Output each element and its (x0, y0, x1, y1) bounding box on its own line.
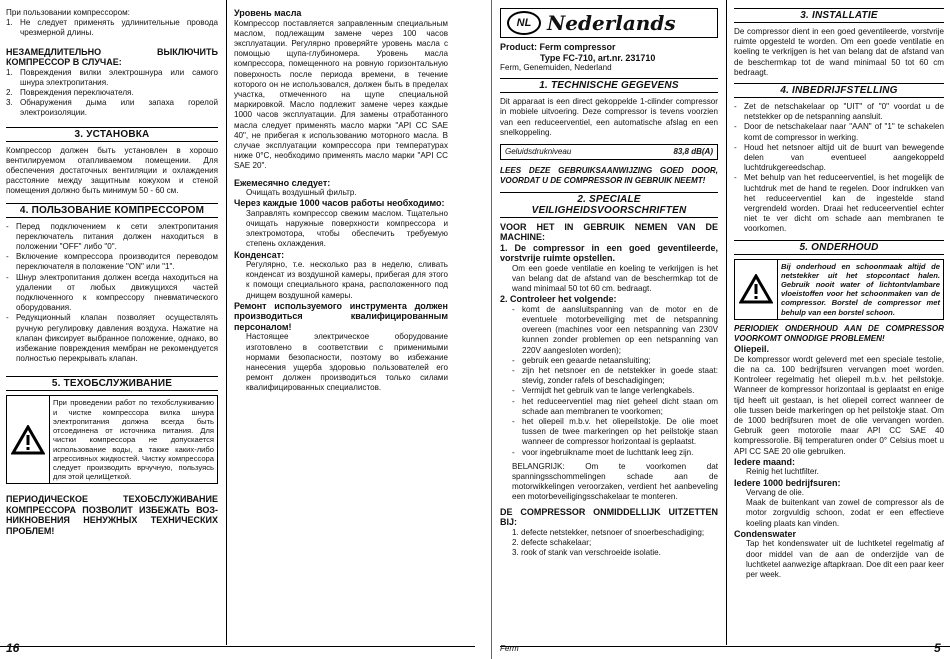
footer-brand: Ferm (500, 644, 519, 653)
nl-oil-text: De kompressor wordt geleverd met een speciale testolie, die na ca. 100 bedrijfsuren vervangen moet worden. Kontroleer regelmatig het oliepeil m.b.v. het peilstokje. Wanneer de kompressor horizontaal is geplaatst en enige tijd heeft uit gestaan, is het oliepeil correct wanneer de olie tussen beide markeringen op het peilstokje staat. Om de 1000 bedrijfsuren moet de olie vervangen worden. Gebruik geen motorolie maar API CC SAE 40 kompressorolie. Bij temperaturen onder 0° Celsius moet u API CC SAE 20 olie gebruiken. (734, 354, 944, 456)
ru-sec4-item: - Редукционный клапан позволяет осуществлять ручную регулировку давления воздуха. Нажатие на клапан фиксирует выбранное положение, однако, во избежание повреждения мембран не рекомендуется полностью перекрывать клапан. (6, 313, 218, 364)
list-item: - het oliepeil m.b.v. het oliepeilstokje. De olie moet tussen de twee markeringen op het peilstokje staan wanneer de compressor horizontaal is geplaatst. (512, 416, 718, 447)
footer-rule-left (0, 646, 475, 647)
nl-important: BELANGRIJK: Om te voorkomen dat spanningsschommelingen schade aan de motorwikkelingen veroorzaken, verdient het aanbeveling een motorbeveiligingsschakelaar te monteren. (512, 461, 718, 502)
ru-urgent-item: 3. Обнаружения дыма или запаха горелой электроизоляции. (6, 98, 218, 118)
nl-read-first: LEES DEZE GEBRUIKSAANWIJZING GOED DOOR, VOORDAT U DE COMPRESSOR IN GEBRUIK NEEMT! (500, 166, 718, 186)
ru-sec3-text: Компрессор должен быть установлен в хорошо вентилируемом отапливаемом помещении. Для обеспечения достаточных вентиляции и охлаждения расстояние между защитным кожухом и стеной помещения должно быть минимум 50 - 60 см. (6, 145, 218, 196)
nl-hours-text-1: Vervang de olie. (746, 488, 805, 498)
ru-sec4-title: 4. ПОЛЬЗОВАНИЕ КОМПРЕССОРОМ (6, 203, 218, 218)
warning-icon (735, 260, 778, 319)
nl-month-text: Reinig het luchtfilter. (746, 467, 819, 477)
list-item: - Houd het netsnoer altijd uit de buurt van bewegende delen van eventueel aangekoppeld luchtdrukgereedschap. (734, 142, 944, 173)
nl-product: Product: Ferm compressor (500, 42, 616, 52)
ru-oil-text: Компрессор поставляется заправленным специальным маслом, подлежащим замене через 100 часов эксплуатации. Регулярно проверяйте уровень масла с помощью щупа-глубиномера. Уровень масла компрессора, помещенного на ровную горизонтальную поверхность после периода времени, в течение которого он не использовался, должен быть в пределах участка, отмеченного на щупе специальной маркировкой. Масло подлежит замене через каждые 1000 часов эксплуатации. Для замены отработанного масла следует применять масло марки "API CC SAE 40", не прибегая к использованию моторного масла. В случае эксплуатации компрессора при температурах ниже 0°С, необходимо применять масло марки "API CC SAE 20". (234, 18, 448, 171)
nl-item2-list (500, 305, 718, 458)
ru-monthly-heading: Ежемесячно следует: (234, 177, 331, 188)
spec-label: Geluidsdrukniveau (505, 147, 572, 157)
ru-urgent-item: 2. Повреждения переключателя. (6, 88, 134, 98)
ru-sec4-item: - Перед подключением к сети электропитания переключатель питания должен находиться в положении "OFF" либо "0". (6, 221, 218, 252)
ru-monthly-text: Очищать воздушный фильтр. (246, 188, 357, 198)
nl-sec5-title: 5. ONDERHOUD (734, 240, 944, 255)
ru-urgent-heading: НЕЗАМЕДЛИТЕЛЬНО ВЫКЛЮЧИТЬ КОМПРЕССОР В СЛУЧАЕ: (6, 46, 218, 68)
nl-maker: Ferm, Genemuiden, Nederland (500, 63, 612, 72)
nl-cond-head: Condenswater (734, 528, 797, 539)
ru-1000-text: Заправлять компрессор свежим маслом. Тщательно очищать наружные поверхности компрессора и электромотора, чтобы обеспечить требуемую степень охлаждения. (246, 208, 448, 249)
ru-1000-heading: Через каждые 1000 часов работы необходимо: (234, 198, 445, 209)
nl-stop-item: 2. defecte schakelaar; (512, 537, 592, 547)
nl-warning-text: Bij onderhoud en schoonmaak altijd de netstekker uit het stopcontact halen. Gebruik nooit water of lichtontvlambare vloeistoffen voor het schoonmaken van de compressor. Borstel de compressor met behulp van een borstel schoon. (781, 261, 940, 317)
nl-column-2 (734, 8, 944, 580)
nl-item2-head: 2. Controleer het volgende: (500, 294, 617, 305)
ru-intro: При пользовании компрессором: (6, 8, 130, 17)
page-number-left: 16 (6, 641, 20, 655)
list-item: - komt de aansluitspanning van de motor en de eventuele motorbeveiliging met de netspanning overeen (machines voor een netspanning van 230V kunnen zonder problemen op een netspanning van 220V aangesloten worden); (512, 304, 718, 355)
nl-before-use: VOOR HET IN GEBRUIK NEMEN VAN DE MACHINE: (500, 221, 718, 243)
nl-badge: NL (507, 11, 541, 35)
nl-cond-text: Tap het kondenswater uit de luchtketel regelmatig af door middel van de aan de onderzijde van de luchtketel aanwezige aftapkraan. Doe dit een paar keer per week. (746, 539, 944, 579)
nl-periodic: PERIODIEK ONDERHOUD AAN DE COMPRESSOR VOORKOMT ONNODIGE PROBLEMEN! (734, 323, 944, 344)
ru-condensate-text: Регулярно, т.е. несколько раз в неделю, сливать конденсат из воздушной камеры, прибегая для этого к помощи специального крана, расположенного под днищем воздушной камеры. (246, 260, 448, 300)
nl-month-head: Iedere maand: (734, 456, 796, 467)
ru-periodic-heading: ПЕРИОДИЧЕСКОЕ ТЕХОБСЛУЖИВАНИЕ КОМПРЕССОРА ПОЗВОЛИТ ИЗБЕЖАТЬ ВОЗ- НИКНОВЕНИЯ НЕНУЖНЫХ ТЕХНИЧЕСКИХ ПРОБЛЕМ! (6, 494, 218, 536)
list-item: - zijn het netsnoer en de netstekker in goede staat: stevig, zonder rafels of beschadigingen; (512, 365, 718, 386)
page-fold (491, 0, 492, 659)
ru-repair-text: Настоящее электрическое оборудование изготовлено в соответствии с применимыми нормами безопасности, поэтому во избежание нанесения ущерба здоровью пользователей его ремонт должен производиться только силами квалифицированных специалистов. (246, 332, 448, 393)
list-item: - Met behulp van het reduceerventiel, is het mogelijk de luchtdruk met de hand te regelen. Door indrukken van het reduceerventiel kan de ingestelde stand vergrendeld worden. Draai het reduceerventiel echter niet te ver dicht om schade aan membranen te voorkomen. (734, 173, 944, 234)
nl-stop-item: 1. defecte netstekker, netsnoer of snoerbeschadiging; (512, 527, 705, 537)
nl-spec-row (500, 144, 718, 160)
ru-sec4-item: - Включение компрессора производится переводом переключателя в положение "ON" или "1". (6, 252, 218, 272)
nl-type: Type FC-710, art.nr. 231710 (540, 52, 656, 63)
nl-item1-head: 1. De compressor in een goed geventileerde, vorstvrije ruimte opstellen. (500, 242, 718, 264)
ru-column-1 (6, 8, 218, 536)
ru-oil-heading: Уровень масла (234, 8, 302, 18)
nl-oil-head: Oliepeil. (734, 344, 770, 355)
language-title: Nederlands (547, 10, 676, 35)
nl-sec3-text: De compressor dient in een goed geventileerde, vorstvrije ruimte opgesteld te worden. Om een goede ventilatie en koeling te verkrijgen is het van belang dat de afstand van de beschermkap tot de wand minimaal 50 tot 60 cm bedraagt. (734, 27, 944, 77)
nl-sec2-title: 2. SPECIALE VEILIGHEIDSVOORSCHRIFTEN (500, 192, 718, 218)
nl-sec3-title: 3. INSTALLATIE (734, 8, 944, 23)
list-item: - gebruik een geaarde netaansluiting; (512, 355, 651, 365)
list-item: - voor ingebruikname moet de luchttank leeg zijn. (512, 447, 694, 457)
ru-condensate-heading: Конденсат: (234, 249, 285, 260)
nl-hours-text-2: Maak de buitenkant van zowel de compressor als de motor zorgvuldig schoon, zodat er een effectieve koeling plaats kan vinden. (746, 498, 944, 528)
ru-sec3-title: 3. УСТАНОВКА (6, 127, 218, 142)
language-banner (500, 8, 718, 38)
list-item: - Vermijdt het gebruik van te lange verlengkabels. (512, 386, 695, 396)
page-number-right: 5 (934, 641, 941, 655)
column-divider (726, 0, 727, 645)
nl-sec4-title: 4. INBEDRIJFSTELLING (734, 83, 944, 98)
column-divider (226, 0, 227, 645)
footer-rule-right (500, 646, 950, 647)
nl-warning-box (734, 259, 944, 320)
list-item: - Zet de netschakelaar op "UIT" of "0" voordat u de netstekker op de netspanning aansluit. (734, 102, 944, 122)
nl-stop-heading: DE COMPRESSOR ONMIDDELLIJK UITZETTEN BIJ: (500, 506, 718, 528)
nl-column-1 (500, 8, 718, 558)
ru-sec4-item: - Шнур электропитания должен всегда находиться на удалении от любых движущихся частей подключенного к компрессору пневматического оборудования. (6, 272, 218, 313)
ru-warning-text: При проведении работ по техобслуживанию и чистке компрессора вилка шнура электропитания должна всегда быть отсоединена от источника питания. Для чистки компрессора не допускается использование воды, а также каких-либо агрессивных жидкостей. Чистку компрессора следует производить врчучную, пользуясь для этой целиЩеткой. (53, 398, 214, 482)
ru-column-2 (234, 8, 448, 394)
list-item: - het reduceerventiel mag niet geheel dicht staan om schade aan membranen te voorkomen; (512, 396, 718, 416)
spec-value: 83,8 dB(A) (673, 147, 713, 157)
list-item: - Door de netschakelaar naar "AAN" of "1" te schakelen komt de compressor in werking. (734, 122, 944, 142)
nl-stop-item: 3. rook of stank van verschroeide isolatie. (512, 548, 661, 557)
nl-item1-text: Om een goede ventilatie en koeling te verkrijgen is het van belang dat de afstand van de beschermkap tot de wand minimaal 50 tot 60 cm. bedraagt. (512, 263, 718, 294)
ru-urgent-item: 1. Повреждения вилки электрошнура или самого шнура электропитания. (6, 67, 218, 87)
nl-sec1-text: Dit apparaat is een direct gekoppelde 1-cilinder compressor in mobiele uitvoering. Deze compressor is tevens voorzien van een reduceerventiel, een automatische afslag en een snelkoppeling. (500, 97, 718, 137)
ru-intro-item: 1. Не следует применять удлинительные провода чрезмерной длины. (6, 18, 218, 38)
ru-warning-box (6, 395, 218, 484)
nl-sec1-title: 1. TECHNISCHE GEGEVENS (500, 78, 718, 93)
ru-sec5-title: 5. ТЕХОБСЛУЖИВАНИЕ (6, 376, 218, 391)
nl-hours-head: Iedere 1000 bedrijfsuren: (734, 477, 841, 488)
warning-icon (7, 396, 50, 483)
ru-repair-heading: Ремонт используемого инструмента должен производиться квалифицированным персоналом! (234, 300, 448, 332)
